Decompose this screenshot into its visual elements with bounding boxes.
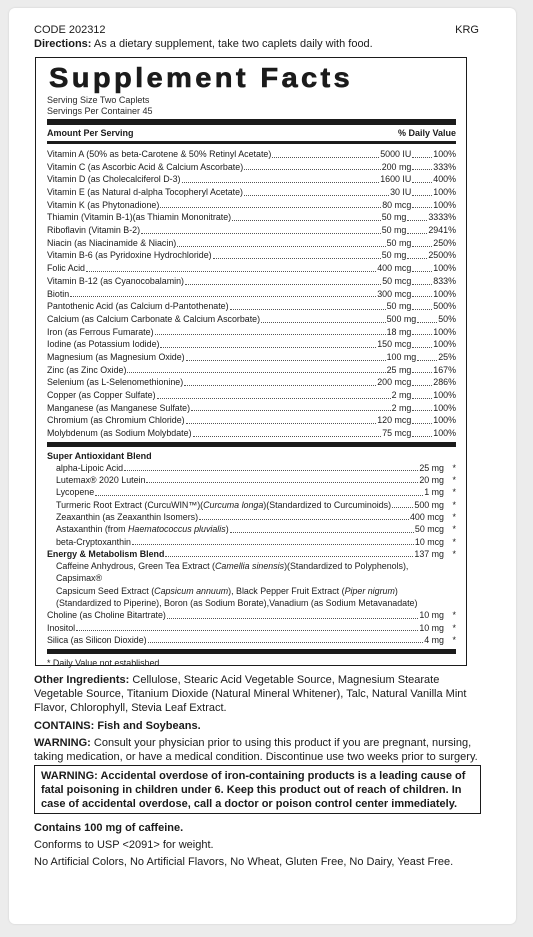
nutrient-name: Vitamin D (as Cholecalciferol D-3) [47,174,181,185]
nutrient-dv: 100% [433,187,456,198]
free-from-statement [34,855,481,869]
dot-leader [160,347,376,348]
ingredient-dv: * [452,462,456,473]
nutrient-row [47,414,456,427]
ingredient-amount: 20 mg [419,475,444,486]
nutrient-row [47,427,456,440]
other-ingredients [34,673,481,715]
nutrient-row [47,288,456,301]
code-line [34,24,479,37]
facts-title: Supplement Facts [49,62,354,93]
dot-leader [191,410,390,411]
ingredient-name: alpha-Lipoic Acid [56,462,124,473]
allergen-statement [34,719,481,733]
dot-leader [412,169,432,170]
antioxidant-list [47,462,456,548]
nutrient-name: Calcium (as Calcium Carbonate & Calcium Ascorbate) [47,313,261,324]
nutrient-amount: 10 mg [419,610,444,621]
dot-leader [417,322,437,323]
nutrient-amount: 50 mg [381,225,407,236]
nutrient-amount: 50 mg [381,212,407,223]
nutrient-dv: 100% [433,263,456,274]
ingredient-name: Lycopene [56,487,95,498]
nutrient-amount: 4 mg [424,634,444,645]
dot-leader [185,284,381,285]
nutrient-amount: 200 mcg [377,377,412,388]
nutrient-amount: 2 mg [391,402,412,413]
caffeine-statement [34,821,481,835]
blend-ingredient-row [47,511,456,523]
blend-ingredient-row [47,536,456,548]
dot-leader [417,360,437,361]
nutrient-name: Iron (as Ferrous Fumarate) [47,326,154,337]
nutrient-row [47,300,456,313]
usp-statement [34,838,481,852]
nutrient-name: Inositol [47,622,76,633]
dot-leader [244,169,381,170]
dot-leader [124,470,418,471]
nutrient-dv: 833% [433,275,456,286]
blend-ingredient-row [47,499,456,511]
nutrient-amount: 150 mcg [377,339,412,350]
dot-leader [157,398,391,399]
dot-leader [76,630,418,631]
nutrient-name: Silica (as Silicon Dioxide) [47,634,147,645]
dot-leader [412,157,432,158]
nutrient-name: Pantothenic Acid (as Calcium d-Pantothenate) [47,301,229,312]
nutrient-dv: * [452,610,456,621]
ingredient-name: Lutemax® 2020 Lutein [56,475,146,486]
nutrient-row [47,376,456,389]
dot-leader [412,385,432,386]
nutrient-row [47,313,456,326]
dot-leader [184,385,376,386]
energy-dv: * [452,548,456,559]
nutrient-dv: 100% [433,390,456,401]
nutrient-amount: 80 mcg [382,199,412,210]
nutrient-name: Molybdenum (as Sodium Molybdate) [47,428,192,439]
dot-leader [412,284,432,285]
nutrient-amount: 10 mg [419,622,444,633]
nutrient-name: Folic Acid [47,263,85,274]
other-ingredients-label: Other Ingredients: [34,674,130,686]
energy-desc-part: (Standardized to Piperine), Boron (as Sodium Borate),Vanadium (as Sodium Metavanadate) [56,598,418,609]
dv-footnote: * Daily Value not established. [47,658,162,669]
dot-leader [412,436,432,437]
blend-ingredient-row [47,462,456,474]
nutrient-dv: 100% [433,402,456,413]
ingredient-amount: 50 mcg [414,524,444,535]
nutrient-dv: 100% [433,428,456,439]
ingredient-amount: 1 mg [424,487,444,498]
nutrient-amount: 50 mg [381,250,407,261]
nutrient-name: Manganese (as Manganese Sulfate) [47,402,191,413]
other-nutrient-list [47,609,456,646]
dot-leader [155,334,386,335]
nutrient-amount: 5000 IU [380,148,412,159]
dot-leader [146,482,418,483]
ingredient-dv: * [452,475,456,486]
nutrient-dv: 286% [433,377,456,388]
blend-ingredient-row [47,486,456,498]
dot-leader [127,372,385,373]
nutrient-amount: 75 mcg [382,428,412,439]
dot-leader [182,182,380,183]
dot-leader [412,410,432,411]
column-header [47,125,456,141]
energy-blend-row [47,548,456,560]
ingredient-name: Astaxanthin (from Haematococcus pluvialis) [56,524,229,535]
nutrient-row [47,351,456,364]
dot-leader [186,360,386,361]
nutrient-name: Vitamin A (50% as beta-Carotene & 50% Retinyl Acetate) [47,148,272,159]
nutrient-name: Vitamin C (as Ascorbic Acid & Calcium Ascorbate) [47,161,244,172]
product-code: CODE 202312 [34,24,106,36]
nutrient-dv: 2500% [428,250,456,261]
nutrient-row [47,622,456,634]
nutrient-amount: 18 mg [386,326,412,337]
nutrient-amount: 300 mcg [377,288,412,299]
dot-leader [86,271,376,272]
scientific-name: Haematococcus pluvialis [128,524,226,535]
ingredient-amount: 10 mcg [414,536,444,547]
nutrient-row [47,224,456,237]
nutrient-dv: 50% [438,313,456,324]
nutrient-row [47,326,456,339]
dot-leader [70,296,376,297]
nutrient-row [47,148,456,161]
ingredient-name: beta-Cryptoxanthin [56,536,131,547]
ingredient-name: Turmeric Root Extract (CurcuWIN™)(Curcuma longa)(Standardized to Curcuminoids) [56,499,392,510]
ingredient-amount: 500 mg [414,499,444,510]
warning-statement [34,736,481,764]
warning-label: WARNING: [34,737,91,749]
nutrient-dv: 333% [433,161,456,172]
dot-leader [230,309,386,310]
nutrient-amount: 50 mg [386,237,412,248]
nutrient-name: Zinc (as Zinc Oxide) [47,364,127,375]
nutrient-dv: 100% [433,415,456,426]
nutrient-amount: 50 mg [386,301,412,312]
nutrient-amount: 30 IU [390,187,412,198]
nutrient-row [47,211,456,224]
ingredient-name: Zeaxanthin (as Zeaxanthin Isomers) [56,512,199,522]
ingredient-dv: * [452,499,456,510]
nutrient-row [47,262,456,275]
dot-leader [232,220,381,221]
nutrient-dv: 3333% [428,212,456,223]
nutrient-dv: 2941% [428,225,456,236]
dot-leader [230,532,414,533]
energy-desc-part: ), Black Pepper Fruit Extract ( [228,585,345,596]
nutrient-dv: 167% [433,364,456,375]
dot-leader [272,157,379,158]
iron-warning-text: WARNING: Accidental overdose of iron-containing products is a leading cause of fatal poisoning in children under 6. Keep this product out of reach of children. In case of accidental overdose, call a doctor or poison control center immediately. [41,770,466,810]
ingredient-amount: 25 mg [419,462,444,473]
servings-per-container: Servings Per Container 45 [47,106,153,116]
nutrient-amount: 2 mg [391,390,412,401]
nutrient-name: Copper (as Copper Sulfate) [47,390,156,401]
ingredient-amount: 400 mcg [409,512,444,522]
nutrient-row [47,338,456,351]
energy-amount: 137 mg [414,548,444,559]
dot-leader [412,334,432,335]
serving-size: Serving Size Two Caplets [47,95,150,105]
dot-leader [412,398,432,399]
nutrient-name: Vitamin E (as Natural d-alpha Tocopheryl Acetate) [47,187,244,198]
nutrient-dv: 400% [433,174,456,185]
nutrient-name: Vitamin B-6 (as Pyridoxine Hydrochloride) [47,250,212,261]
dot-leader [261,322,386,323]
dot-leader [213,258,381,259]
iron-warning-box [34,765,481,814]
nutrient-row [47,389,456,402]
ingredient-dv: * [452,524,456,535]
nutrient-name: Magnesium (as Magnesium Oxide) [47,351,185,362]
nutrient-amount: 120 mcg [377,415,412,426]
nutrient-row [47,634,456,646]
dot-leader [407,220,427,221]
dot-leader [412,309,432,310]
nutrient-dv: 100% [433,288,456,299]
nutrient-name: Niacin (as Niacinamide & Niacin) [47,237,177,248]
directions [34,38,479,51]
vitamin-list [47,144,456,440]
ingredient-dv: * [452,487,456,498]
nutrient-amount: 400 mcg [377,263,412,274]
nutrient-row [47,237,456,250]
antioxidant-title: Super Antioxidant Blend [47,450,152,461]
energy-desc-part: )(Standardized to Polyphenols), Capsimax® [56,561,409,584]
energy-desc-part: Caffeine Anhydrous, Green Tea Extract ( [56,561,216,572]
nutrient-dv: 100% [433,148,456,159]
nutrient-row [47,609,456,621]
nutrient-name: Selenium (as L-Selenomethionine) [47,377,184,388]
dot-leader [244,195,389,196]
dot-leader [412,182,432,183]
nutrient-amount: 100 mg [386,351,417,362]
nutrient-name: Biotin [47,288,70,299]
nutrient-dv: 25% [438,351,456,362]
amount-header: Amount Per Serving [47,128,134,138]
dot-leader [412,207,432,208]
nutrient-row [47,199,456,212]
blend-ingredient-row [47,474,456,486]
nutrient-dv: 250% [433,237,456,248]
dot-leader [167,618,418,619]
dot-leader [177,246,385,247]
nutrient-name: Vitamin B-12 (as Cyanocobalamin) [47,275,184,286]
energy-description [47,560,456,609]
warning-text: Consult your physician prior to using this product if you are pregnant, nursing, taking medication, or have a medical condition. Discontinue use two weeks prior to surgery. [34,737,478,763]
nutrient-name: Chromium (as Chromium Chloride) [47,415,185,426]
nutrient-amount: 500 mg [386,313,417,324]
ingredient-dv: * [452,512,456,522]
dot-leader [193,436,382,437]
nutrient-amount: 50 mcg [382,275,412,286]
caffeine-text: Contains 100 mg of caffeine. [34,822,184,834]
free-from-text: No Artificial Colors, No Artificial Flavors, No Wheat, Gluten Free, No Dairy, Yeast Free. [34,856,454,868]
nutrient-row [47,364,456,377]
usp-text: Conforms to USP <2091> for weight. [34,839,214,851]
ingredient-dv: * [452,536,456,547]
dot-leader [141,233,381,234]
dot-leader [160,207,381,208]
dot-leader [392,507,413,508]
dot-leader [199,519,409,520]
blend-ingredient-row [47,523,456,535]
energy-desc-part: Capsicum Seed Extract ( [56,585,155,596]
dot-leader [412,195,432,196]
dv-header: % Daily Value [397,128,456,138]
nutrient-amount: 200 mg [381,161,412,172]
nutrient-dv: 100% [433,199,456,210]
dot-leader [412,246,432,247]
nutrient-amount: 1600 IU [380,174,412,185]
dot-leader [186,423,377,424]
dot-leader [412,271,432,272]
other-ingredients-text: Cellulose, Stearic Acid Vegetable Source, Magnesium Stearate Vegetable Source, Titanium Dioxide (Natural Mineral Whitener), Talc, Natural Vanilla Mint Flavor, Chlorophyll, Stevia Leaf Extract. [34,674,467,714]
nutrient-amount: 25 mg [386,364,412,375]
dot-leader [412,296,432,297]
nutrient-row [47,186,456,199]
energy-desc-italic: Camellia sinensis [215,561,285,572]
dot-leader [412,347,432,348]
nutrient-name: Iodine (as Potassium Iodide) [47,339,160,350]
dot-leader [412,372,432,373]
nutrient-dv: 100% [433,326,456,337]
nutrient-row [47,275,456,288]
energy-desc-part: ) [394,585,398,596]
krg-code: KRG [455,24,479,36]
nutrient-name: Thiamin (Vitamin B-1)(as Thiamin Mononitrate) [47,212,232,223]
directions-text: As a dietary supplement, take two caplets daily with food. [91,38,373,50]
scientific-name: Curcuma longa [203,499,264,510]
nutrient-row [47,161,456,174]
nutrient-name: Riboflavin (Vitamin B-2) [47,225,141,236]
dot-leader [95,495,423,496]
dot-leader [407,258,427,259]
supplement-facts-panel [35,57,467,669]
nutrient-dv: 100% [433,339,456,350]
energy-desc-italic: Capsicum annuum [154,585,229,596]
energy-title: Energy & Metabolism Blend [47,548,165,559]
dot-leader [407,233,427,234]
nutrient-row [47,402,456,415]
contains-text: CONTAINS: Fish and Soybeans. [34,720,201,732]
energy-desc-italic: Piper nigrum [344,585,395,596]
nutrient-row [47,173,456,186]
nutrient-dv: 500% [433,301,456,312]
dot-leader [412,423,432,424]
nutrient-name: Choline (as Choline Bitartrate) [47,610,166,621]
nutrient-name: Vitamin K (as Phytonadione) [47,199,160,210]
nutrient-dv: * [452,622,456,633]
directions-label: Directions: [34,38,92,50]
nutrient-dv: * [452,634,456,645]
dot-leader [148,642,424,643]
nutrient-row [47,250,456,263]
dot-leader [132,544,414,545]
